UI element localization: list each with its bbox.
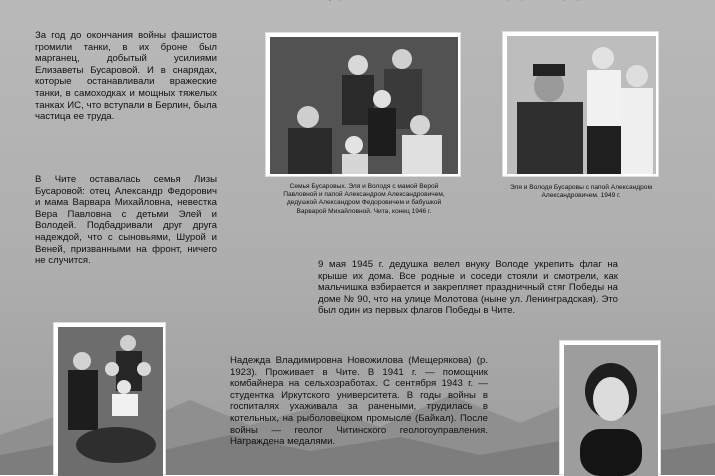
family-photo-caption: Семья Бусаровых. Эля и Володя с мамой Верой Павловной и папой Александром Александровичем, дедушкой Александром Федоровичем и бабушкой Варварой Михайловной. Чита, конец 1946 г. bbox=[283, 183, 445, 215]
paragraph-manganese: За год до окончания войны фашистов громили танки, в их броне был марганец, добытый усилиями Елизаветы Бусаровой. И в снарядах, которые останавливали вражеские танки, в самоходках и мощных тяжелых танках ИС, что вступали в Берлин, была частица ее труда. bbox=[35, 30, 217, 123]
father-children-photo-caption: Эля и Володя Бусаровы с папой Александром Александровичем. 1949 г. bbox=[510, 184, 652, 200]
paragraph-novozhilova: Надежда Владимировна Новожилова (Мещерякова) (р. 1923). Проживает в Чите. В 1941 г. — помощник комбайнера на сельхозработах. С сентября 1943 г. — студентка Иркутского университета. В годы войны в госпиталях ухаживала за ранеными, трудилась в котельных, на рыболовецком промысле (Байкал). После войны — геолог Читинского геологоуправления. Награждена медалями. bbox=[230, 355, 488, 448]
portrait-photo bbox=[559, 340, 661, 475]
top-caption-right bbox=[500, 0, 635, 1]
father-children-photo bbox=[502, 31, 659, 177]
family-photo bbox=[265, 32, 461, 177]
paragraph-family-chita: В Чите оставалась семья Лизы Бусаровой: отец Александр Федорович и мама Варвара Михайловна, невестка Вера Павловна с детьми Элей и Володей. Подбадривали друг друга надеждой, что с сыновьями, Шурой и Веней, призванными на фронт, ничего не случится. bbox=[35, 174, 217, 267]
paragraph-victory-flag: 9 мая 1945 г. дедушка велел внуку Володе укрепить флаг на крыше их дома. Все родные и соседи стояли и смотрели, как мальчишка взбирается и закрепляет праздничный стяг Победы на доме № 90, что на улице Молотова (ныне ул. Ленинградская). Это был один из первых флагов Победы в Чите. bbox=[318, 259, 618, 317]
children-group-photo bbox=[53, 322, 166, 475]
top-caption-left bbox=[325, 0, 378, 1]
